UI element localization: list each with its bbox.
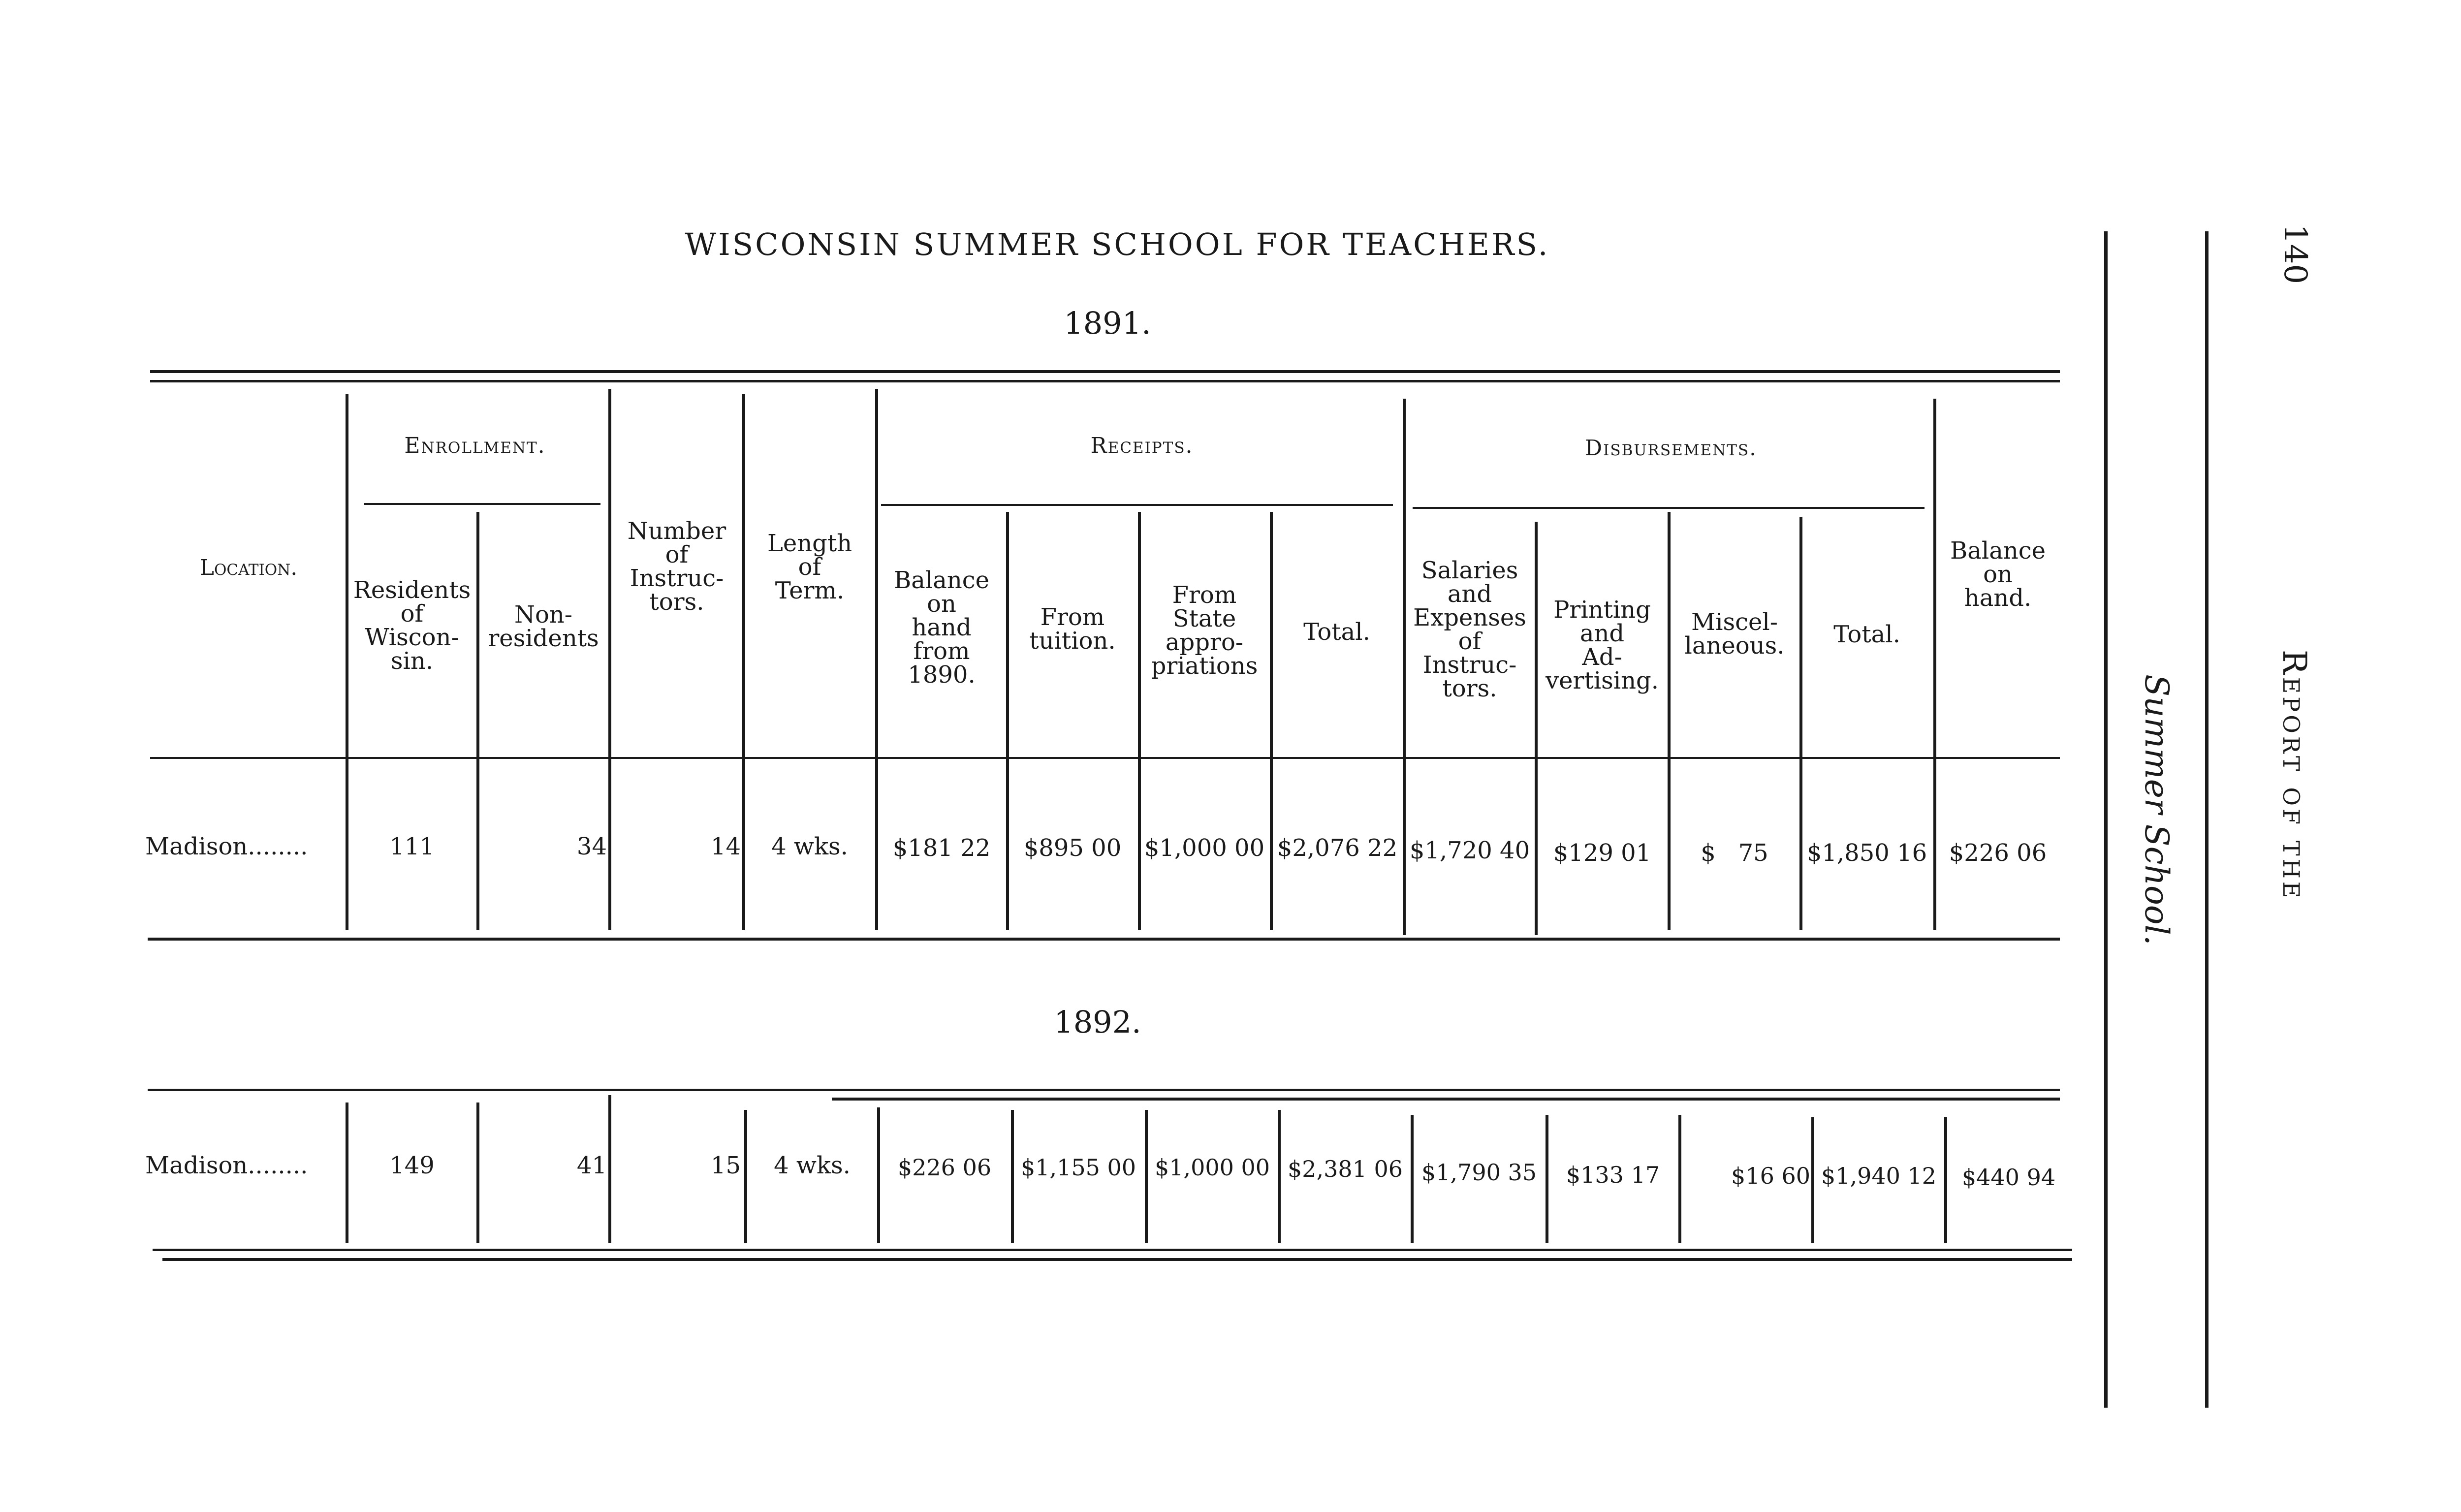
cell-balance-1890: $226 06 <box>897 1154 992 1181</box>
running-head: Report of the <box>2275 650 2313 901</box>
cell-printing: $129 01 <box>1553 839 1651 867</box>
cell-term: 4 wks. <box>774 1152 851 1179</box>
cell-non-residents: 41 <box>576 1152 607 1179</box>
column-rule <box>1535 522 1538 935</box>
column-rule <box>1270 512 1273 930</box>
group-enrollment: Enrollment. <box>404 433 546 458</box>
header-misc: Miscel- laneous. <box>1684 608 1785 660</box>
header-disb-total: Total. <box>1833 621 1900 648</box>
header-non-residents: Non- residents <box>488 601 599 652</box>
page-title: WISCONSIN SUMMER SCHOOL FOR TEACHERS. <box>685 226 1550 262</box>
column-rule <box>476 1102 479 1243</box>
header-term: Length of Term. <box>767 530 852 604</box>
column-rule <box>476 512 479 930</box>
margin-rule <box>2205 231 2209 1408</box>
cell-instructors: 14 <box>710 833 741 860</box>
rule <box>150 380 2060 382</box>
cell-instructors: 15 <box>710 1152 741 1179</box>
header-salaries: Salaries and Expenses of Instruc- tors. <box>1413 557 1526 702</box>
cell-receipts-total: $2,076 22 <box>1277 834 1398 862</box>
cell-state: $1,000 00 <box>1144 834 1265 862</box>
header-balance: Balance on hand. <box>1950 537 2046 612</box>
header-balance-1890: Balance on hand from 1890. <box>893 567 990 689</box>
cell-misc: $16 60 <box>1731 1163 1810 1189</box>
column-rule <box>608 389 611 930</box>
cell-non-residents: 34 <box>576 833 607 860</box>
cell-residents: 149 <box>389 1152 435 1179</box>
cell-tuition: $895 00 <box>1023 834 1122 862</box>
column-rule <box>1138 512 1141 930</box>
header-location: Location. <box>199 555 298 580</box>
margin-rule <box>2104 231 2108 1408</box>
cell-salaries: $1,720 40 <box>1409 837 1530 864</box>
cell-balance: $226 06 <box>1949 839 2047 867</box>
cell-tuition: $1,155 00 <box>1020 1154 1136 1181</box>
group-disbursements: Disbursements. <box>1584 436 1758 461</box>
rule <box>832 1098 2060 1101</box>
group-receipts: Receipts. <box>1090 433 1194 458</box>
cell-salaries: $1,790 35 <box>1421 1159 1537 1186</box>
cell-disb-total: $1,940 12 <box>1821 1163 1937 1189</box>
cell-receipts-total: $2,381 06 <box>1287 1156 1403 1182</box>
column-rule <box>744 1110 747 1243</box>
cell-location: Madison........ <box>145 1152 308 1179</box>
rule <box>148 938 2060 941</box>
group-rule <box>881 504 1393 506</box>
cell-term: 4 wks. <box>771 833 848 860</box>
header-state: From State appro- priations <box>1151 581 1258 680</box>
header-residents: Residents of Wiscon- sin. <box>353 576 471 675</box>
cell-balance: $440 94 <box>1961 1164 2056 1191</box>
header-tuition: From tuition. <box>1029 603 1116 655</box>
header-instructors: Number of Instruc- tors. <box>627 517 726 616</box>
cell-state: $1,000 00 <box>1154 1154 1270 1181</box>
rule <box>162 1258 2072 1261</box>
group-rule <box>1413 507 1925 509</box>
group-rule <box>364 503 600 505</box>
column-rule <box>742 394 745 930</box>
cell-residents: 111 <box>389 833 435 860</box>
cell-balance-1890: $181 22 <box>892 834 991 862</box>
section-title: Summer School. <box>2138 674 2176 945</box>
cell-disb-total: $1,850 16 <box>1806 839 1927 867</box>
rule <box>153 1249 2072 1251</box>
column-rule <box>1799 517 1802 930</box>
column-rule <box>1006 512 1009 930</box>
cell-location: Madison........ <box>145 833 308 860</box>
header-printing: Printing and Ad- vertising. <box>1546 596 1659 694</box>
page-number: 140 <box>2277 224 2313 284</box>
column-rule <box>1668 512 1671 930</box>
table-year-1892: 1892. <box>1054 1004 1141 1040</box>
rule <box>150 757 2060 759</box>
cell-misc: $ 75 <box>1701 839 1768 867</box>
rule <box>148 1089 2060 1091</box>
cell-printing: $133 17 <box>1566 1162 1660 1188</box>
column-rule <box>608 1095 611 1243</box>
rule <box>150 370 2060 373</box>
table-year-1891: 1891. <box>1064 305 1151 341</box>
header-receipts-total: Total. <box>1303 618 1370 646</box>
